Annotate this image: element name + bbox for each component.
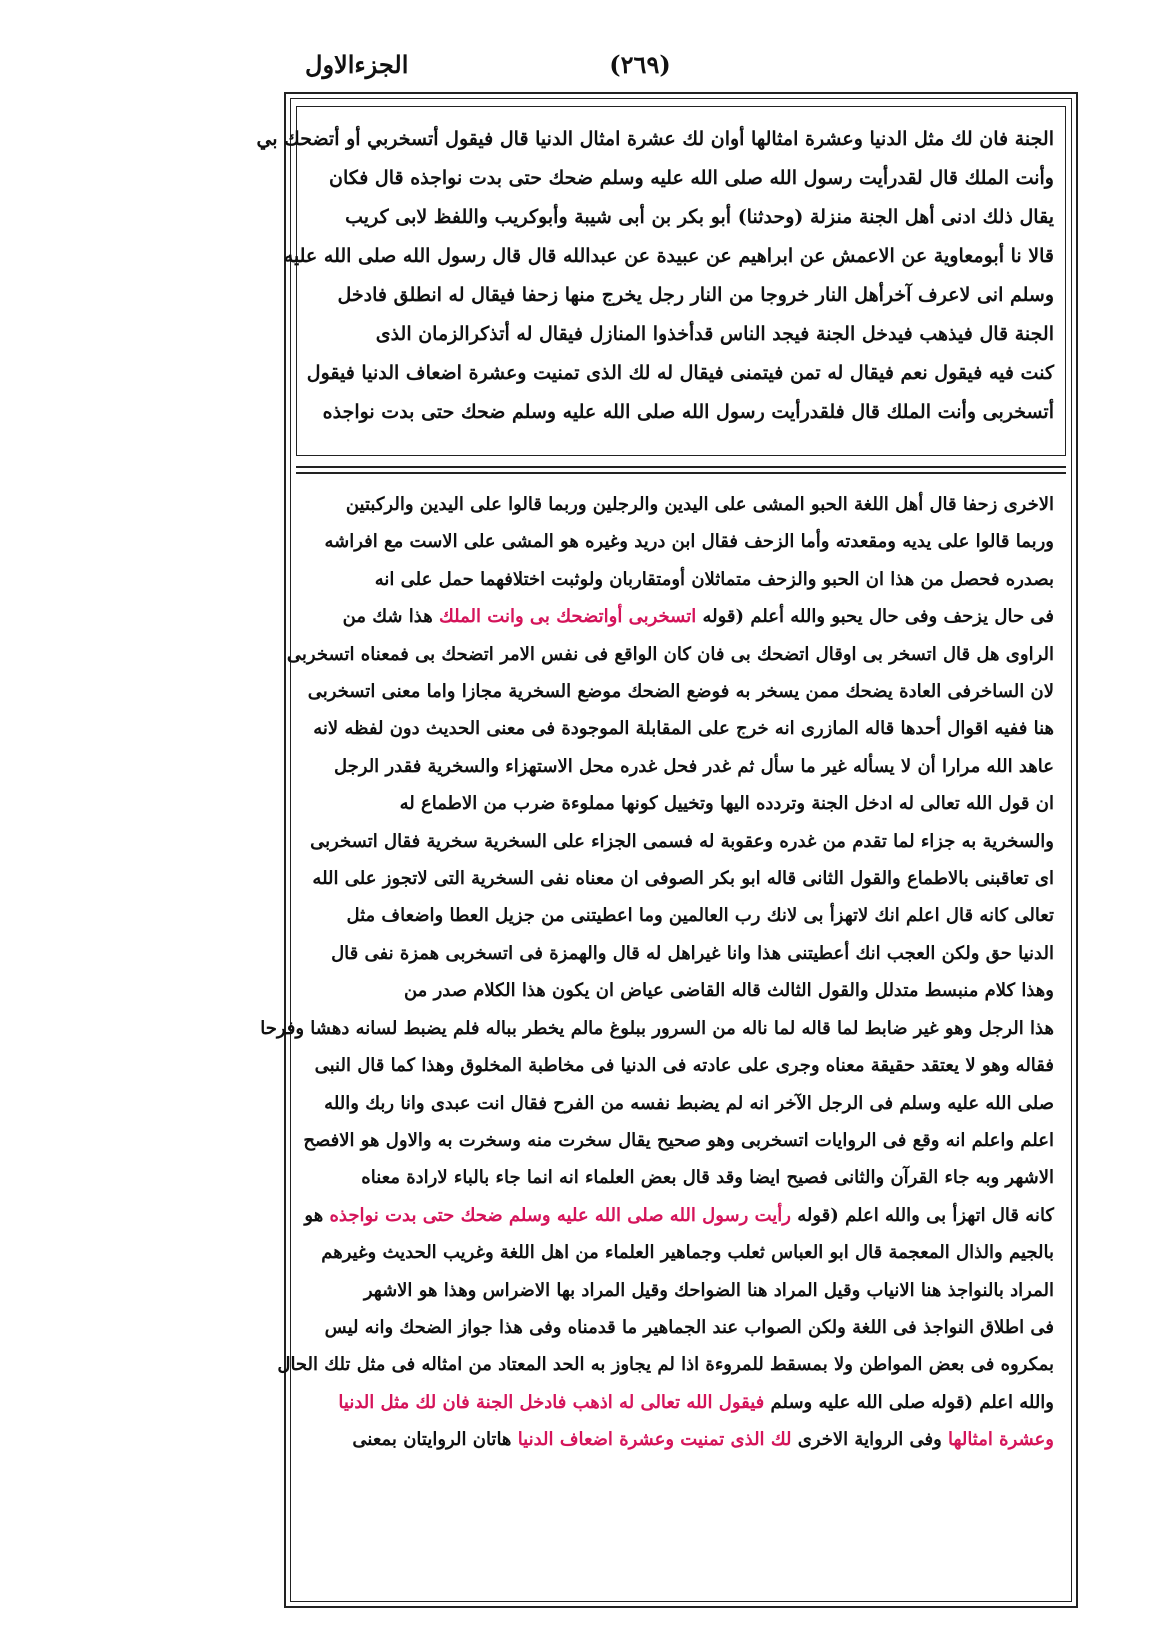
commentary-segment: اى تعاقبنى بالاطماع والقول الثانى قاله ابو بكر الصوفى ان معناه نفى السخرية التى لاتجوز على الله <box>312 868 1054 890</box>
commentary-line <box>310 1272 1054 1309</box>
commentary-line <box>310 897 1054 934</box>
commentary-line <box>310 1384 1054 1421</box>
commentary-segment: تعالى كانه قال اعلم انك لاتهزأ بى لانك رب العالمين وما اعطيتنى من جزيل العطا واضعاف مثل <box>346 905 1054 927</box>
commentary-segment: صلى الله عليه وسلم فى الرجل الآخر انه لم يضبط نفسه من الفرح فقال انت عبدى وانا ربك والله <box>324 1092 1054 1114</box>
hadith-line: وأنت الملك قال لقدرأيت رسول الله صلى الله عليه وسلم ضحك حتى بدت نواجذه قال فكان <box>329 167 1054 189</box>
section-divider <box>296 466 1066 468</box>
commentary-line <box>310 561 1054 598</box>
commentary-line <box>310 748 1054 785</box>
commentary-line <box>310 935 1054 972</box>
hadith-text <box>256 120 1054 432</box>
section-divider <box>296 472 1066 474</box>
commentary-segment: فقاله وهو لا يعتقد حقيقة معناه وجرى على عادته فى الدنيا فى مخاطبة المخلوق وهذا كما قال النبى <box>314 1055 1054 1077</box>
hadith-line: الجنة فان لك مثل الدنيا وعشرة امثالها أوان لك عشرة امثال الدنيا قال فيقول أتسخربي أو أتضحك بي <box>256 128 1054 150</box>
commentary-segment: والله اعلم <box>973 1391 1054 1413</box>
commentary-segment: الراوى هل قال اتسخر بى اوقال اتضحك بى فان كان الواقع فى نفس الامر اتضحك بى فمعناه اتسخربى <box>286 643 1054 665</box>
commentary-segment: اعلم واعلم انه وقع فى الروايات اتسخربى وهو صحيح يقال سخرت منه وسخرت به والاول هو الافصح <box>303 1129 1054 1151</box>
commentary-segment: المراد بالنواجذ هنا الانياب وقيل المراد هنا الضواحك وقيل المراد بها الاضراس وهذا هو الاشهر <box>363 1279 1054 1301</box>
commentary-segment: والسخرية به جزاء لما تقدم من غدره وعقوبة له فسمى الجزاء على السخرية سخرية فقال اتسخربى <box>310 830 1054 852</box>
commentary-line <box>286 636 1054 673</box>
commentary-segment: هذا شك من <box>342 606 439 628</box>
hadith-line: أتسخربى وأنت الملك قال فلقدرأيت رسول الله صلى الله عليه وسلم ضحك حتى بدت نواجذه <box>322 401 1054 423</box>
commentary-line <box>310 1234 1054 1271</box>
commentary-segment: كانه قال اتهزأ بى والله اعلم <box>838 1204 1054 1226</box>
quoted-text: وعشرة امثالها <box>948 1429 1054 1451</box>
commentary-text <box>260 486 1054 1459</box>
volume-title: الجزءالاول <box>305 50 409 79</box>
commentary-line <box>310 1085 1054 1122</box>
commentary-line <box>310 1421 1054 1458</box>
commentary-segment: وربما قالوا على يديه ومقعدته وأما الزحف فقال ابن دريد وغيره هو المشى على الاست مع افراشه <box>324 531 1054 553</box>
hadith-line: قالا نا أبومعاوية عن الاعمش عن ابراهيم عن عبيدة عن عبدالله قال قال رسول الله صلى الله عليه <box>283 245 1054 267</box>
commentary-segment: هذا الرجل وهو غير ضابط لما قاله لما ناله من السرور ببلوغ مالم يخطر بباله فلم يضبط لسانه دهشا وفرحا <box>260 1017 1054 1039</box>
commentary-segment: (قوله <box>696 606 745 628</box>
page-frame <box>256 92 1078 1608</box>
page-number: (٢٦٩) <box>609 50 671 79</box>
commentary-segment: هنا ففيه اقوال أحدها قاله المازرى انه خرج على المقابلة الموجودة فى معنى الحديث دون لفظه لانه <box>313 718 1054 740</box>
commentary-segment: بالجيم والذال المعجمة قال ابو العباس ثعلب وجماهير العلماء من اهل اللغة وغريب الحديث وغيرهم <box>321 1242 1054 1264</box>
commentary-segment: وفى الرواية الاخرى <box>791 1429 949 1451</box>
hadith-line: يقال ذلك ادنى أهل الجنة منزلة (وحدثنا) أبو بكر بن أبى شيبة وأبوكريب واللفظ لابى كريب <box>345 206 1054 228</box>
commentary-segment: هو <box>304 1204 330 1226</box>
commentary-line <box>310 598 1054 635</box>
commentary-segment: فى اطلاق النواجذ فى اللغة ولكن الصواب عند الجماهير ما قدمناه وفى هذا جواز الضحك وانه ليس <box>324 1316 1054 1338</box>
commentary-segment: الاخرى زحفا قال أهل اللغة الحبو المشى على اليدين والرجلين وربما قالوا على اليدين والركبتين <box>345 494 1054 515</box>
hadith-line: كنت فيه فيقول نعم فيقال له تمن فيتمنى فيقال له لك الذى تمنيت وعشرة اضعاف الدنيا فيقول <box>306 362 1054 384</box>
commentary-line <box>277 1346 1054 1383</box>
commentary-segment: (قوله صلى الله عليه وسلم <box>764 1391 973 1413</box>
commentary-line <box>260 1010 1054 1047</box>
quoted-text: اتسخربى أواتضحك بى وانت الملك <box>439 606 697 628</box>
commentary-segment: ان قول الله تعالى له ادخل الجنة وتردده اليها وتخييل كونها مملوءة ضرب من الاطماع له <box>399 793 1054 815</box>
commentary-segment: بمكروه فى بعض المواطن ولا بمسقط للمروءة اذا لم يجاوز به الحد المعتاد من امثاله فى مثل تلك الحال <box>277 1354 1054 1376</box>
commentary-line <box>310 785 1054 822</box>
commentary-line <box>310 972 1054 1009</box>
commentary-segment: الدنيا حق ولكن العجب انك أعطيتنى هذا وانا غيراهل له قال والهمزة فى اتسخربى همزة نفى قال <box>331 942 1054 964</box>
commentary-line <box>310 710 1054 747</box>
hadith-line: وسلم انى لاعرف آخرأهل النار خروجا من النار رجل يخرج منها زحفا فيقال له انطلق فادخل <box>337 284 1054 306</box>
commentary-line <box>304 1197 1054 1234</box>
commentary-segment: الاشهر وبه جاء القرآن والثانى فصيح ايضا وقد قال بعض العلماء انه انما جاء بالباء لارادة معناه <box>361 1167 1054 1189</box>
commentary-line <box>307 673 1054 710</box>
hadith-line: الجنة قال فيذهب فيدخل الجنة فيجد الناس قدأخذوا المنازل فيقال له أتذكرالزمان الذى <box>375 323 1054 345</box>
commentary-segment: فى حال يزحف وفى حال يحبو والله أعلم <box>744 606 1054 628</box>
commentary-segment: (قوله <box>790 1204 839 1226</box>
commentary-segment: هاتان الروايتان بمعنى <box>352 1429 518 1451</box>
commentary-line <box>310 1309 1054 1346</box>
commentary-line <box>310 1047 1054 1084</box>
quoted-text: فيقول الله تعالى له اذهب فادخل الجنة فان لك مثل الدنيا <box>338 1391 765 1413</box>
commentary-segment: عاهد الله مرارا أن لا يسأله غير ما سأل ثم غدر فحل غدره محل الاستهزاء والسخرية فقدر الرجل <box>334 755 1054 777</box>
commentary-line <box>310 1159 1054 1196</box>
commentary-segment: لان الساخرفى العادة يضحك ممن يسخر به فوضع الضحك موضع السخرية مجازا واما معنى اتسخربى <box>307 681 1054 703</box>
commentary-segment: وهذا كلام منبسط متدلل والقول الثالث قاله القاضى عياض ان يكون هذا الكلام صدر من <box>403 980 1054 1002</box>
commentary-line <box>310 523 1054 560</box>
commentary-line <box>303 1122 1054 1159</box>
commentary-segment: بصدره فحصل من هذا ان الحبو والزحف متماثلان أومتقاربان ولوثبت اختلافهما حمل على انه <box>374 568 1054 590</box>
commentary-line <box>310 823 1054 860</box>
commentary-line <box>310 486 1054 523</box>
quoted-text: لك الذى تمنيت وعشرة اضعاف الدنيا <box>517 1429 792 1451</box>
quoted-text: رأيت رسول الله صلى الله عليه وسلم ضحك حتى بدت نواجذه <box>329 1204 791 1226</box>
commentary-line <box>310 860 1054 897</box>
